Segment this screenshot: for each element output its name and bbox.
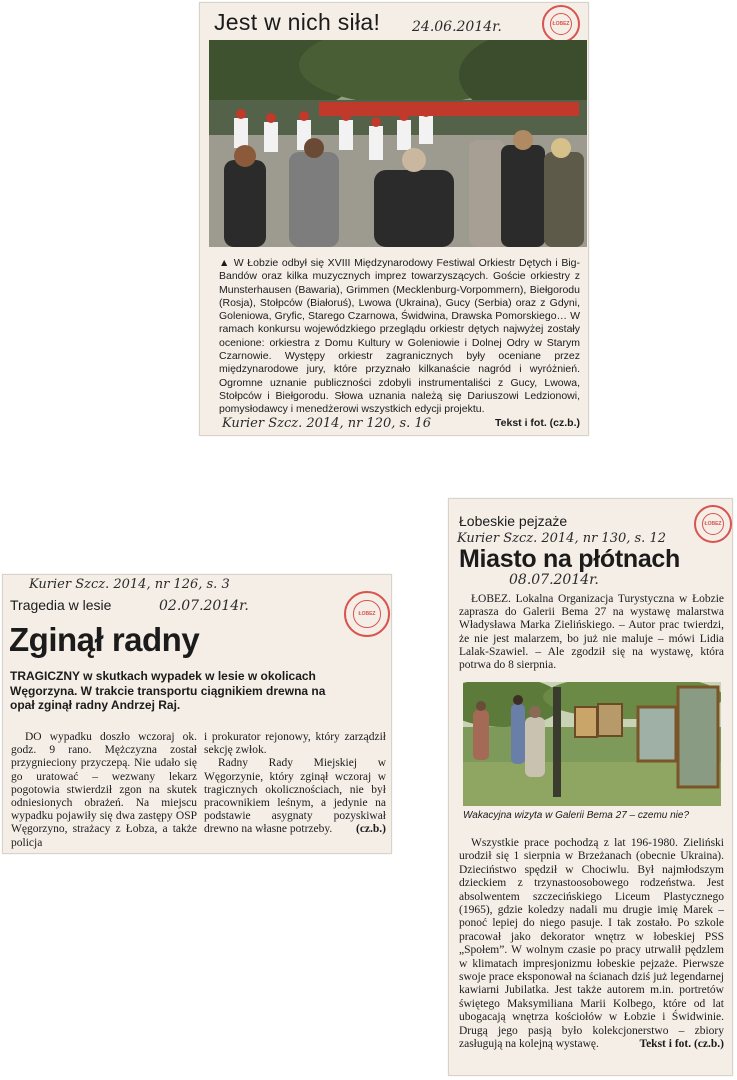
library-stamp-icon: ŁOBEZ xyxy=(542,5,580,43)
handwritten-date: 24.06.2014r. xyxy=(412,19,502,35)
credit: (cz.b.) xyxy=(355,823,386,836)
column-1: DO wypadku doszło wczoraj ok. godz. 9 rano. Mężczyzna został przygnieciony przyczepą. Nie udało się go uratować – wezwany lekarz pogotowia stwierdził zgon na skutek odniesionych obrażeń. Na miejscu wypadku pojawiły się dwa zastępy OSP Węgorzyno, strażacy z Łobza, a także policja xyxy=(11,731,197,849)
gallery-photo xyxy=(463,682,721,806)
photo-caption: Wakacyjna wizyta w Galerii Bema 27 – czemu nie? xyxy=(463,810,690,821)
handwritten-date: 02.07.2014r. xyxy=(159,598,249,614)
caption-text: W Łobzie odbył się XVIII Międzynarodowy Festiwal Orkiestr Dętych i Big-Bandów oraz kilka muzycznych imprez towarzyszących. Goście orkiestry z Munsterhausen (Bawaria), Grimmen (Mecklenburg-Vorpommern), Biełgorodu (Rosja), Stołpców (Białoruś), Lwowa (Ukraina), Gucy (Serbia) oraz z Gdyni, Goleniowa, Gryfic, Starego Czarnowa, Świdwina, Drawska Pomorskiego… W ramach konkursu wojewódzkiego przeglądu orkiestr dętych najwyżej zostały ocenione: orkiestra z Domu Kultury w Goleniowie i Dolnej Odry w Starym Czarnowie. Występy orkiestr zagranicznych były oceniane przez międzynarodowe jury, które przyznało kilkanaście nagród i wyróżnień. Ogromne uznanie publiczności zdobyli instrumentaliści z Gucy, Lwowa, Stołpców i Biełgorodu. Słowa uznania należą się Dariuszowi Ledzionowi, pomysłodawcy i menedżerowi wszystkich edycji projektu. xyxy=(219,257,580,416)
headline: Miasto na płótnach xyxy=(459,545,681,573)
festival-photo xyxy=(209,40,587,247)
section-label: Łobeskie pejzaże xyxy=(459,513,568,529)
clipping-festival xyxy=(199,2,589,436)
library-stamp-icon: ŁOBEZ xyxy=(344,591,390,637)
section-label: Tragedia w lesie xyxy=(10,597,112,613)
handwritten-date: 08.07.2014r. xyxy=(509,572,599,588)
credit: Tekst i fot. (cz.b.) xyxy=(639,1038,724,1051)
headline: Jest w nich siła! xyxy=(214,9,381,35)
clipping-accident xyxy=(2,574,392,854)
column-2: i prokurator rejonowy, który zarządził sekcję zwłok. Radny Rady Miejskiej w Węgorzynie, który zginął wczoraj w tragicznych okolicznościach, nie był pracownikiem leśnym, a jedynie na podstawie asygnaty pozyskiwał drewno na własne potrzeby. (cz.b.) xyxy=(204,731,386,836)
library-stamp-icon: ŁOBEZ xyxy=(694,505,732,543)
triangle-marker-icon: ▲ xyxy=(219,257,231,269)
lead: TRAGICZNY w skutkach wypadek w lesie w okolicach Węgorzyna. W trakcie transportu ciągnikiem drewna na opał zginął radny Andrzej Raj. xyxy=(10,669,326,712)
credit: Tekst i fot. (cz.b.) xyxy=(495,417,580,429)
lead: ŁOBEZ. Lokalna Organizacja Turystyczna w Łobzie zaprasza do Galerii Bema 27 na wystawę malarstwa Władysława Marka Zielińskiego. – Autor prac twierdzi, że nie jest malarzem, bo już nie maluje – mówi Lidia Lalak-Szawiel. – Ale zgodził się na wystawę, która potrwa do 8 sierpnia. xyxy=(459,593,724,672)
article-body: Wszystkie prace pochodzą z lat 196-1980. Zieliński urodził się 1 sierpnia w Brzeżanach (obecnie Ukraina). Dzieciństwo spędził w Chociwlu. Był najmłodszym dzieckiem z trzynastoosobowego rodzeństwa. Jest absolwentem szczecińskiego Liceum Plastycznego (1965), gdzie koledzy nadali mu drugie imię Marek – ponoć lepiej do niego pasuje. I tak zostało. Po szkole pracował jako dekorator wnętrz w łobeskiej PSS „Społem”. W wolnym czasie po pracy utrwalił pędzlem w klimatach impresjonizmu łobeskie pejzaże. Pierwsze swoje prace eksponował na ścianach dziś już legendarnej kawiarni Jubilatka. Jest także autorem m.in. portretów świętego Maksymiliana Marii Kolbego, które od lat ubogacają wnętrza kościołów w Łobzie i Świdwinie. Drugą jego pasją było kolekcjonerstwo – zbiory zasługują na kolejną wystawę. Tekst i fot. (cz.b.) xyxy=(459,837,724,1051)
caption-block xyxy=(219,257,580,417)
headline: Zginął radny xyxy=(9,621,200,658)
handwritten-source: Kurier Szcz. 2014, nr 126, s. 3 xyxy=(29,577,230,592)
clipping-exhibition xyxy=(448,498,733,1076)
handwritten-source: Kurier Szcz. 2014, nr 130, s. 12 xyxy=(457,531,666,546)
handwritten-source: Kurier Szcz. 2014, nr 120, s. 16 xyxy=(222,416,431,431)
